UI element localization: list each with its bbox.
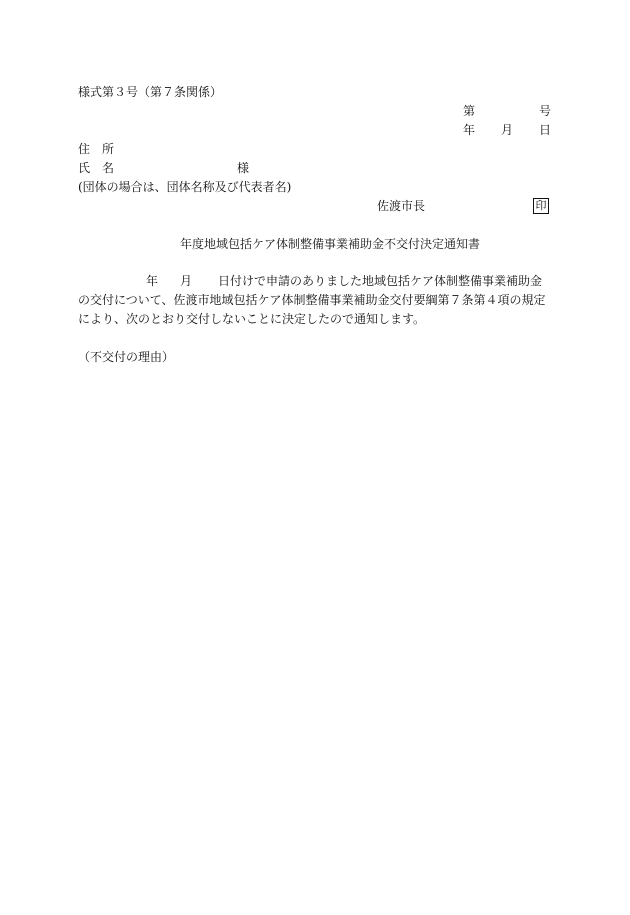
date-year: 年	[463, 123, 476, 137]
date-day: 日	[539, 123, 552, 137]
document-number-suffix: 号	[539, 104, 552, 118]
body-line2: の交付について、佐渡市地域包括ケア体制整備事業補助金交付要綱第７条第４項の規定	[78, 293, 546, 307]
seal-stamp: 印	[533, 198, 549, 214]
body-line1: 日付けで申請のありました地域包括ケア体制整備事業補助金	[218, 274, 543, 288]
document-number-prefix: 第	[463, 104, 476, 118]
name-label: 氏 名	[78, 161, 115, 175]
honorific: 様	[237, 161, 250, 175]
body-year: 年	[146, 274, 159, 288]
address-label: 住 所	[78, 142, 115, 156]
issuer-title: 佐渡市長	[377, 199, 426, 213]
body-line3: により、次のとおり交付しないことに決定したので通知します。	[78, 312, 426, 326]
body-month: 月	[180, 274, 193, 288]
form-label: 様式第３号（第７条関係）	[78, 85, 223, 99]
date-month: 月	[501, 123, 514, 137]
reason-label: （不交付の理由）	[78, 350, 175, 364]
document-title: 年度地域包括ケア体制整備事業補助金不交付決定通知書	[180, 237, 481, 251]
group-note: (団体の場合は、団体名称及び代表者名)	[78, 180, 292, 194]
